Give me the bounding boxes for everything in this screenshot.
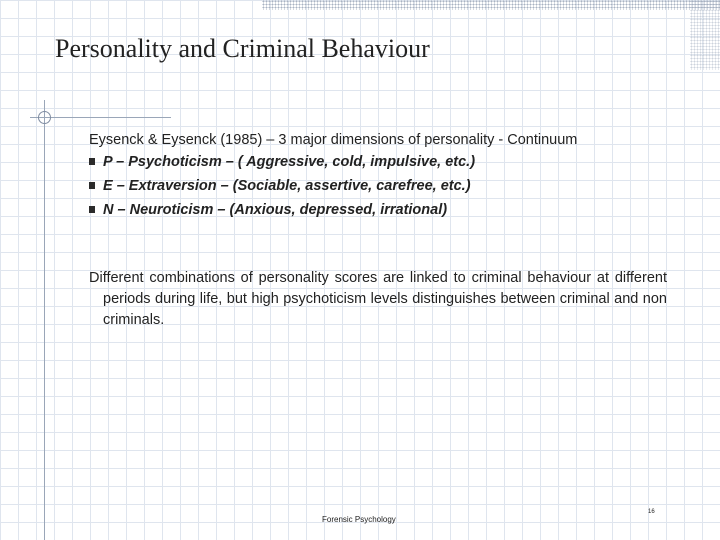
- page-number: 16: [648, 509, 655, 515]
- slide-title: Personality and Criminal Behaviour: [55, 34, 430, 63]
- footer-text: Forensic Psychology: [322, 515, 396, 524]
- list-item-text: N – Neuroticism – (Anxious, depressed, irrational): [103, 202, 448, 218]
- list-item: [89, 202, 475, 226]
- crosshair-vertical-line: [44, 100, 45, 540]
- crosshair-circle-icon: [38, 111, 51, 124]
- square-bullet-icon: [89, 182, 95, 189]
- body-paragraph: Different combinations of personality scores are linked to criminal behaviour at different periods during life, but high psychoticism levels distinguishes between criminal and non criminals.: [89, 270, 667, 328]
- crosshair-horizontal-line: [30, 117, 171, 118]
- list-item: [89, 154, 475, 178]
- square-bullet-icon: [89, 158, 95, 165]
- list-item-text: P – Psychoticism – ( Aggressive, cold, impulsive, etc.): [103, 154, 476, 170]
- list-item-text: E – Extraversion – (Sociable, assertive, carefree, etc.): [103, 178, 471, 194]
- decorative-dot-band-right: [690, 0, 720, 70]
- intro-text: Eysenck & Eysenck (1985) – 3 major dimensions of personality - Continuum: [89, 132, 578, 148]
- decorative-dot-band: [262, 0, 720, 10]
- square-bullet-icon: [89, 206, 95, 213]
- list-item: [89, 178, 475, 202]
- dimension-list: [89, 154, 475, 226]
